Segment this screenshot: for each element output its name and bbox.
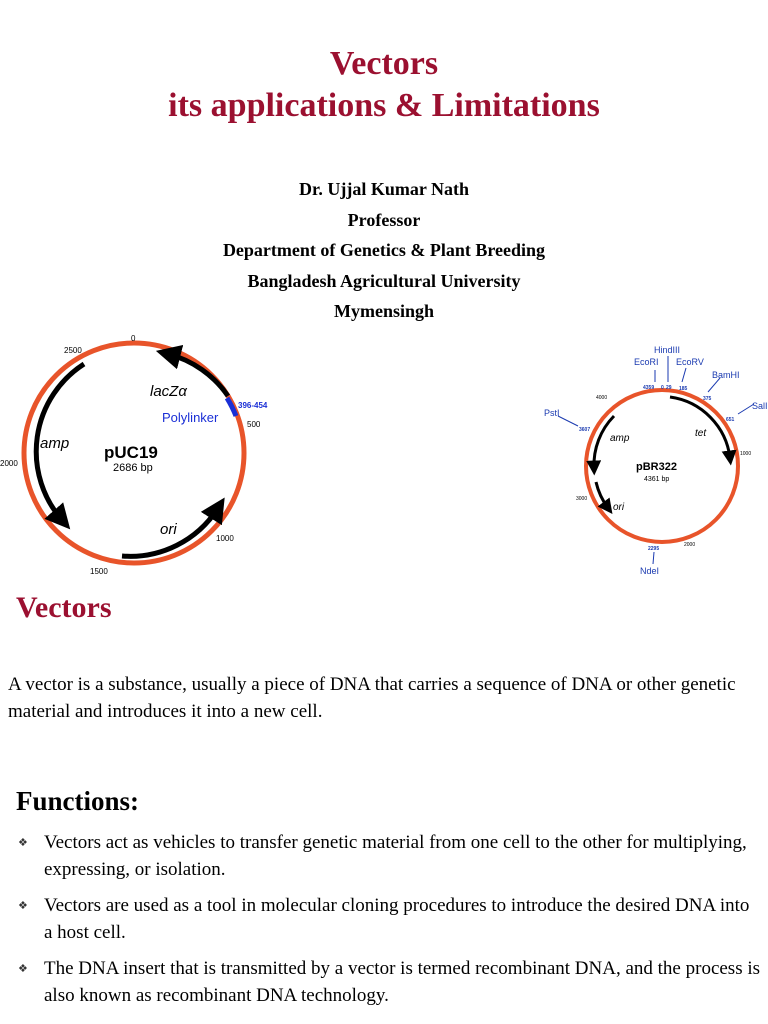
puc19-tick-2500: 2500 xyxy=(64,346,82,355)
pbr-tick-1000: 1000 xyxy=(740,451,752,457)
pbr-tick-4000: 4000 xyxy=(596,395,608,401)
hindiii-pos: 29 xyxy=(666,385,672,391)
pbr-ori-label: ori xyxy=(613,502,625,513)
ecori-pos: 4359 xyxy=(643,385,655,391)
bamhi-label: BamHI xyxy=(712,370,740,380)
bamhi-line xyxy=(708,378,720,392)
hindiii-label: HindIII xyxy=(654,345,681,355)
ndei-line xyxy=(653,552,654,564)
author-block xyxy=(0,174,768,327)
zero-pos: 0 xyxy=(661,385,664,391)
ndei-pos: 2295 xyxy=(648,546,660,552)
puc19-tick-0: 0 xyxy=(131,334,136,343)
author-department: Department of Genetics & Plant Breeding xyxy=(222,240,546,260)
amp-label: amp xyxy=(40,435,70,452)
ndei-label: NdeI xyxy=(640,566,660,576)
pbr-tick-3000: 3000 xyxy=(576,496,588,502)
list-item-text: Vectors act as vehicles to transfer genetic material from one cell to the other for multiplying, expressing, or isolation. xyxy=(44,832,747,880)
lacz-label: lacZα xyxy=(150,383,187,400)
author-position: Professor xyxy=(347,209,421,230)
polylinker-label: Polylinker xyxy=(162,410,219,425)
pbr-amp-label: amp xyxy=(610,433,630,444)
puc19-tick-1500: 1500 xyxy=(90,567,108,576)
tet-label: tet xyxy=(695,428,707,439)
sali-label: SalI xyxy=(752,401,768,411)
list-item-text: The DNA insert that is transmitted by a vector is termed recombinant DNA, and the process is also known as recombinant DNA technology. xyxy=(44,958,761,1006)
puc19-tick-500: 500 xyxy=(247,420,261,429)
polylinker-segment xyxy=(227,398,236,416)
puc19-tick-1000: 1000 xyxy=(216,534,234,543)
functions-heading: Functions: xyxy=(16,786,140,816)
author-university: Bangladesh Agricultural University xyxy=(247,270,521,291)
pbr322-plasmid-map xyxy=(540,340,768,580)
bamhi-pos: 375 xyxy=(703,396,712,402)
ori-label: ori xyxy=(160,521,177,538)
puc19-plasmid-map xyxy=(0,328,280,580)
ecori-label: EcoRI xyxy=(634,357,659,367)
puc19-tick-2000: 2000 xyxy=(0,459,18,468)
psti-line xyxy=(558,416,578,426)
diamond-bullet-icon: ❖ xyxy=(18,963,28,975)
psti-label: PstI xyxy=(544,408,560,418)
ecorv-pos: 185 xyxy=(679,386,688,392)
page-title: Vectors xyxy=(329,45,439,82)
list-item xyxy=(16,955,761,1009)
psti-pos: 3607 xyxy=(579,427,591,433)
puc19-size: 2686 bp xyxy=(113,462,153,474)
pbr322-size: 4361 bp xyxy=(644,476,670,483)
pbr322-name: pBR322 xyxy=(636,461,677,473)
diamond-bullet-icon: ❖ xyxy=(18,900,28,912)
list-item-text: Vectors are used as a tool in molecular cloning procedures to introduce the desired DNA into a host cell. xyxy=(44,895,750,943)
page-subtitle: its applications & Limitations xyxy=(168,87,600,124)
sali-pos: 651 xyxy=(726,417,735,423)
puc19-name: pUC19 xyxy=(104,443,158,462)
functions-list xyxy=(16,829,761,1018)
pbr-tick-2000: 2000 xyxy=(684,542,696,548)
diamond-bullet-icon: ❖ xyxy=(18,837,28,849)
author-city: Mymensingh xyxy=(333,301,434,321)
ecorv-line xyxy=(682,368,686,382)
ecorv-label: EcoRV xyxy=(676,357,704,367)
vector-definition: A vector is a substance, usually a piece of DNA that carries a sequence of DNA or other genetic material and introduces it into a new cell. xyxy=(8,674,736,722)
list-item xyxy=(16,829,761,883)
section-heading-vectors: Vectors xyxy=(16,591,112,624)
list-item xyxy=(16,892,761,946)
author-name: Dr. Ujjal Kumar Nath xyxy=(299,179,469,199)
polylinker-range: 396-454 xyxy=(238,401,268,410)
